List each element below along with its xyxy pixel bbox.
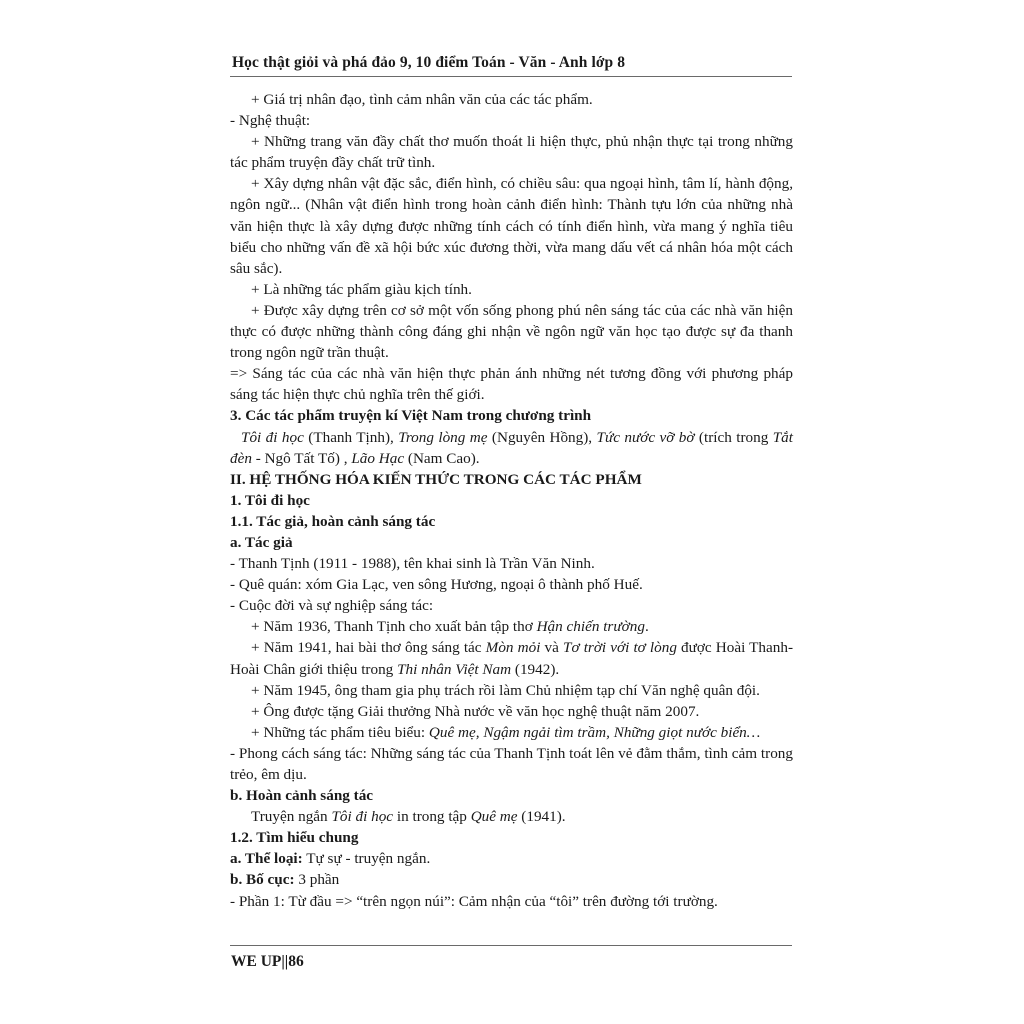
paragraph: + Là những tác phẩm giàu kịch tính. xyxy=(251,280,472,298)
work-title: Thi nhân Việt Nam xyxy=(397,660,512,678)
subsection-heading: 1.1. Tác giả, hoàn cảnh sáng tác xyxy=(230,512,436,530)
page-number: WE UP||86 xyxy=(231,953,304,970)
text-run: + Năm 1941, hai bài thơ ông sáng tác xyxy=(251,639,486,657)
author-note: (Nam Cao). xyxy=(404,449,480,467)
text-run: (1941). xyxy=(517,808,566,826)
text-run: và xyxy=(540,639,564,657)
paragraph xyxy=(230,869,793,890)
text-run: (1942). xyxy=(511,660,560,678)
work-title: Tơ trời với tơ lòng xyxy=(563,639,677,657)
paragraph: + Những trang văn đầy chất thơ muốn thoát li hiện thực, phủ nhận thực tại trong những tác phẩm truyện đầy chất trữ tình. xyxy=(230,133,793,172)
text-run: + Năm 1936, Thanh Tịnh cho xuất bản tập thơ xyxy=(251,618,537,636)
work-title: Trong lòng mẹ xyxy=(398,428,488,446)
paragraph: - Cuộc đời và sự nghiệp sáng tác: xyxy=(230,597,434,615)
paragraph xyxy=(230,806,793,827)
text-run: Tự sự - truyện ngắn. xyxy=(302,850,431,868)
work-title: Tôi đi học xyxy=(241,428,304,446)
paragraph: - Quê quán: xóm Gia Lạc, ven sông Hương, ngoại ô thành phố Huế. xyxy=(230,576,643,594)
paragraph xyxy=(230,848,793,869)
work-title: Tức nước vỡ bờ xyxy=(596,428,695,446)
paragraph: - Thanh Tịnh (1911 - 1988), tên khai sinh là Trần Văn Ninh. xyxy=(230,555,595,573)
work-title: Lão Hạc xyxy=(351,449,405,467)
label: a. Thể loại: xyxy=(230,850,303,868)
footer-divider xyxy=(230,945,792,946)
paragraph: + Ông được tặng Giải thưởng Nhà nước về văn học nghệ thuật năm 2007. xyxy=(251,702,700,720)
section-heading: 1.2. Tìm hiểu chung xyxy=(230,829,359,847)
author-note: (Thanh Tịnh), xyxy=(303,428,399,446)
chapter-heading: II. HỆ THỐNG HÓA KIẾN THỨC TRONG CÁC TÁC PHẨM xyxy=(230,470,642,488)
section-heading: 1. Tôi đi học xyxy=(230,491,310,509)
work-title: Tắt đèn xyxy=(230,428,793,467)
work-title: Mòn mỏi xyxy=(485,639,541,657)
paragraph: - Phần 1: Từ đầu => “trên ngọn núi”: Cảm nhận của “tôi” trên đường tới trường. xyxy=(230,892,718,910)
text-run: 3 phần xyxy=(294,871,340,889)
paragraph: + Năm 1945, ông tham gia phụ trách rồi làm Chủ nhiệm tạp chí Văn nghệ quân đội. xyxy=(251,681,760,699)
work-title: Quê mẹ xyxy=(470,808,518,826)
paragraph: + Xây dựng nhân vật đặc sắc, điển hình, có chiều sâu: qua ngoại hình, tâm lí, hành động, ngôn ngữ... (Nhân vật điển hình trong hoàn cảnh điển hình: Thành tựu lớn của những nhà văn hiện thực là xây dựng được những tính cách có tính điển hình, vừa mang ý nghĩa tiêu biểu cho những vấn đề xã hội bức xúc đương thời, vừa mang dấu vết cá nhân hóa một cách sâu sắc). xyxy=(230,175,793,277)
text-run: . xyxy=(644,618,649,636)
work-title: Hận chiến trường xyxy=(536,618,645,636)
paragraph: - Phong cách sáng tác: Những sáng tác của Thanh Tịnh toát lên vẻ đằm thắm, tình cảm trong trẻo, êm dịu. xyxy=(230,744,793,783)
paragraph: + Được xây dựng trên cơ sở một vốn sống phong phú nên sáng tác của các nhà văn hiện thực có được những thành công đáng ghi nhận về ngôn ngữ văn học tạo được sự đa thanh trong ngôn ngữ trần thuật. xyxy=(230,301,793,362)
paragraph xyxy=(230,616,793,637)
section-heading: 3. Các tác phẩm truyện kí Việt Nam trong chương trình xyxy=(230,407,592,425)
paragraph xyxy=(230,722,793,743)
text-run: Truyện ngắn xyxy=(251,808,332,826)
label: b. Bố cục: xyxy=(230,871,295,889)
author-note: - Ngô Tất Tố) , xyxy=(251,449,352,467)
text-run: + Những tác phẩm tiêu biểu: xyxy=(251,723,429,741)
page-body xyxy=(230,89,793,912)
paragraph: => Sáng tác của các nhà văn hiện thực phản ánh những nét tương đồng với phương pháp sáng tác hiện thực chủ nghĩa trên thế giới. xyxy=(230,365,793,404)
paragraph: + Giá trị nhân đạo, tình cảm nhân văn của các tác phẩm. xyxy=(251,91,593,108)
subsection-heading: a. Tác giả xyxy=(230,533,293,551)
paragraph: - Nghệ thuật: xyxy=(230,112,311,130)
paragraph xyxy=(230,637,793,679)
subsection-heading: b. Hoàn cảnh sáng tác xyxy=(230,787,374,805)
work-title: Tôi đi học xyxy=(331,808,394,826)
works-list xyxy=(230,427,793,469)
header-divider xyxy=(230,76,792,77)
text-run: được Hoài Thanh-Hoài Chân giới thiệu trong xyxy=(230,639,793,678)
running-header: Học thật giỏi và phá đảo 9, 10 điểm Toán - Văn - Anh lớp 8 xyxy=(232,54,626,71)
author-note: (Nguyên Hồng), xyxy=(487,428,597,446)
text-run: in trong tập xyxy=(393,808,471,826)
author-note: (trích trong xyxy=(694,428,773,446)
work-title: Quê mẹ, Ngậm ngải tìm trầm, Những giọt nước biển… xyxy=(428,723,761,741)
